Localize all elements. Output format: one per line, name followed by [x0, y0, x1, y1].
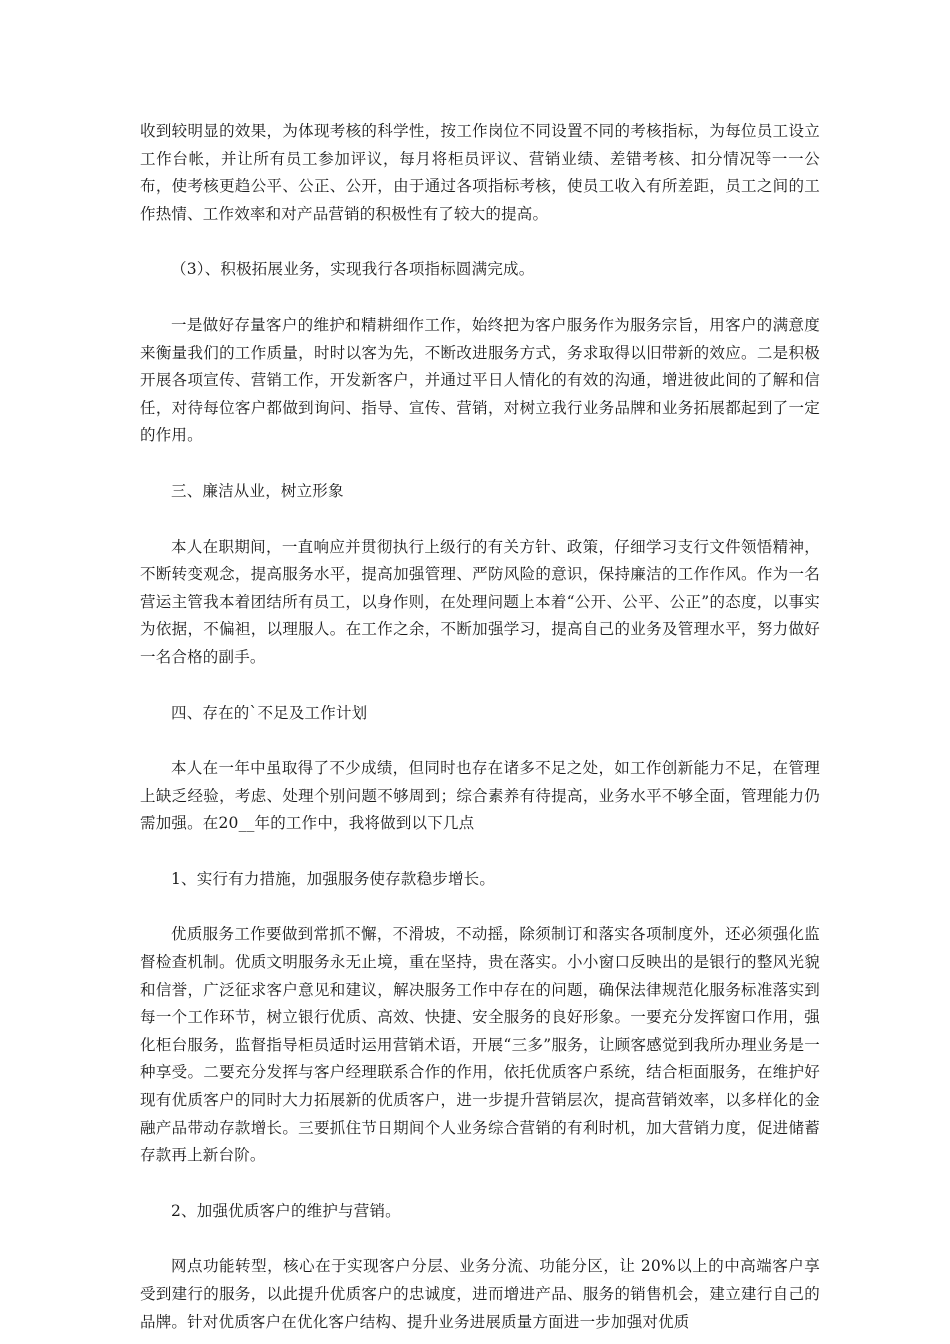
heading-shortcomings-plan: 四、存在的`不足及工作计划	[171, 703, 368, 722]
heading-premium-customers: 2、加强优质客户的维护与营销。	[171, 1201, 401, 1220]
heading-expand-business: （3）、积极拓展业务，实现我行各项指标圆满完成。	[171, 260, 535, 279]
paragraph-branch-transformation: 网点功能转型，核心在于实现客户分层、业务分流、功能分区，让 20%以上的中高端客户享受到建行的服务，以此提升优质客户的忠诚度，进而增进产品、服务的销售机会，建立建行自己的品牌。针对优质客户在优化客户结构、提升业务进展质量方面进一步加强对优质	[140, 1257, 820, 1331]
document-page	[140, 118, 820, 1336]
paragraph-customer-maintenance: 一是做好存量客户的维护和精耕细作工作，始终把为客户服务作为服务宗旨，用客户的满意度来衡量我们的工作质量，时时以客为先，不断改进服务方式，务求取得以旧带新的效应。二是积极开展各项宣传、营销工作，开发新客户，并通过平日人情化的有效的沟通，增进彼此间的了解和信任，对待每位客户都做到询问、指导、宣传、营销，对树立我行业务品牌和业务拓展都起到了一定的作用。	[140, 315, 820, 445]
paragraph-shortcomings: 本人在一年中虽取得了不少成绩，但同时也存在诸多不足之处，如工作创新能力不足，在管理上缺乏经验，考虑、处理个别问题不够周到；综合素养有待提高，业务水平不够全面，管理能力仍需加强。在20__年的工作中，我将做到以下几点	[140, 759, 820, 833]
heading-integrity: 三、廉洁从业，树立形象	[171, 481, 344, 500]
paragraph-quality-service: 优质服务工作要做到常抓不懈，不滑坡，不动摇，除须制订和落实各项制度外，还必须强化监督检查机制。优质文明服务永无止境，重在坚持，贵在落实。小小窗口反映出的是银行的整风光貌和信誉，广泛征求客户意见和建议，解决服务工作中存在的问题，确保法律规范化服务标准落实到每一个工作环节，树立银行优质、高效、快捷、安全服务的良好形象。一要充分发挥窗口作用，强化柜台服务，监督指导柜员适时运用营销术语，开展“三多”服务，让顾客感觉到我所办理业务是一种享受。二要充分发挥与客户经理联系合作的作用，依托优质客户系统，结合柜面服务，在维护好现有优质客户的同时大力拓展新的优质客户，进一步提升营销层次，提高营销效率，以多样化的金融产品带动存款增长。三要抓住节日期间个人业务综合营销的有利时机，加大营销力度，促进储蓄存款再上新台阶。	[140, 925, 820, 1165]
heading-deposit-growth: 1、实行有力措施，加强服务使存款稳步增长。	[171, 869, 496, 888]
paragraph-integrity: 本人在职期间，一直响应并贯彻执行上级行的有关方针、政策，仔细学习支行文件领悟精神，不断转变观念，提高服务水平，提高加强管理、严防风险的意识，保持廉洁的工作作风。作为一名营运主管我本着团结所有员工，以身作则，在处理问题上本着“公开、公平、公正”的态度，以事实为依据，不偏袒，以理服人。在工作之余，不断加强学习，提高自己的业务及管理水平，努力做好一名合格的副手。	[140, 537, 820, 666]
paragraph-assessment-continued: 收到较明显的效果，为体现考核的科学性，按工作岗位不同设置不同的考核指标，为每位员工设立工作台帐，并让所有员工参加评议，每月将柜员评议、营销业绩、差错考核、扣分情况等一一公布，使考核更趋公平、公正、公开，由于通过各项指标考核，使员工收入有所差距，员工之间的工作热情、工作效率和对产品营销的积极性有了较大的提高。	[140, 122, 820, 223]
